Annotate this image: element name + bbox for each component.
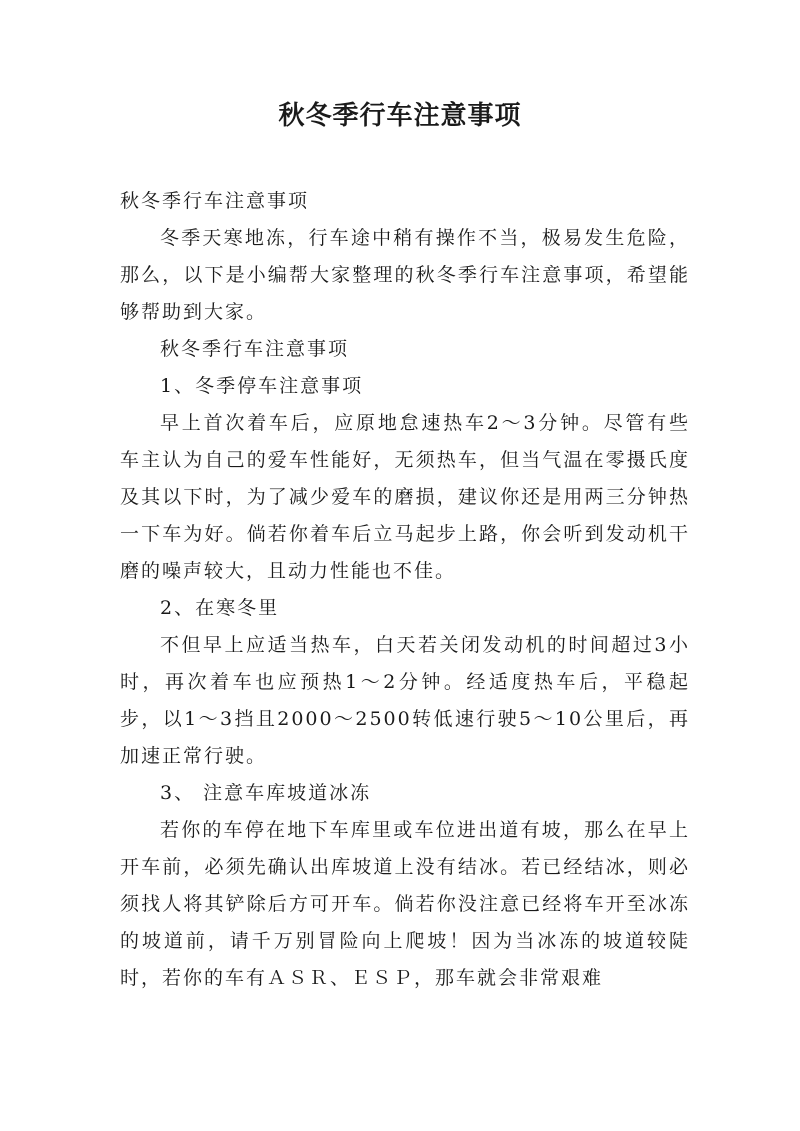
paragraph-warm-up: 早上首次着车后，应原地怠速热车2～3分钟。尽管有些车主认为自己的爱车性能好，无须热车，但当气温在零摄氏度及其以下时，为了减少爱车的磨损，建议你还是用两三分钟热一下车为好。倘若你着车后立马起步上路，你会听到发动机干磨的噪声较大，且动力性能也不佳。 [120,412,690,582]
paragraph-section-heading: 秋冬季行车注意事项 [160,338,350,360]
document-body [120,183,690,997]
paragraph-garage-ramp: 若你的车停在地下车库里或车位进出道有坡，那么在早上开车前，必须先确认出库坡道上没有结冰。若已经结冰，则必须找人将其铲除后方可开车。倘若你没注意已经将车开至冰冻的坡道前，请千万别冒险向上爬坡！因为当冰冻的坡道较陡时，若你的车有ＡＳＲ、ＥＳＰ，那车就会非常艰难 [120,819,690,989]
paragraph-preheat: 不但早上应适当热车，白天若关闭发动机的时间超过3小时，再次着车也应预热1～2分钟。经适度热车后，平稳起步，以1～3挡且2000～2500转低速行驶5～10公里后，再加速正常行驶。 [120,634,690,767]
heading-winter-parking: 1、冬季停车注意事项 [160,375,364,397]
document-title: 秋冬季行车注意事项 [278,101,522,131]
paragraph-subtitle: 秋冬季行车注意事项 [120,190,310,212]
heading-cold-winter: 2、在寒冬里 [160,597,280,619]
paragraph-intro: 冬季天寒地冻，行车途中稍有操作不当，极易发生危险，那么，以下是小编帮大家整理的秋冬季行车注意事项，希望能够帮助到大家。 [120,227,690,323]
heading-garage-ramp-ice: 3、 注意车库坡道冰冻 [160,782,372,804]
